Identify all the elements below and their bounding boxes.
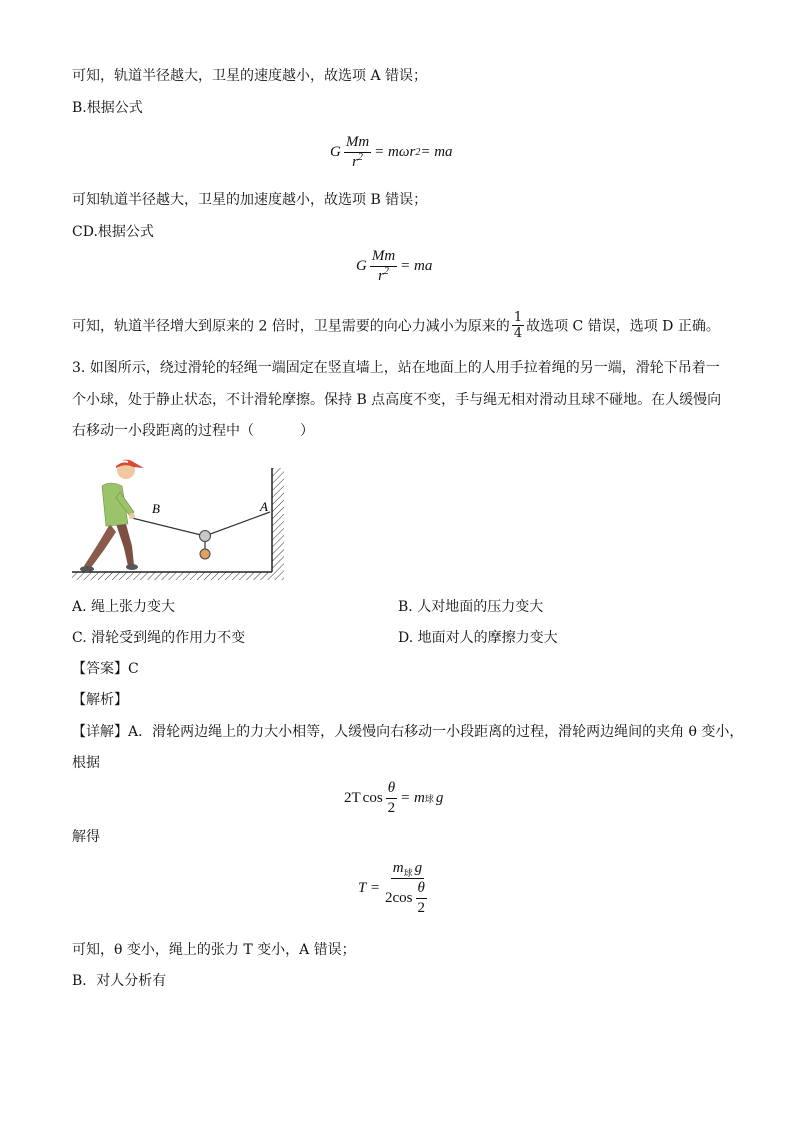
fraction-one-quarter: $\frac{1}{4}$ [513,310,523,341]
text-line: 可知，轨道半径越大，卫星的速度越小，故选项 A 错误； [72,68,428,84]
text-line: CD.根据公式 [72,224,154,240]
fraction: $\frac{\theta}{2}$ [417,880,425,916]
question-line: 个小球，处于静止状态，不计滑轮摩擦。保持 B 点高度不变，手与绳无相对滑动且球不碰地。在人缓慢向 [72,392,722,408]
text-line: 可知轨道半径越大，卫星的加速度越小，故选项 B 错误； [72,192,428,208]
analysis-heading: 【解析】 [72,692,128,708]
fraction: $\frac{Mm}{r^2}$ [371,248,396,284]
formula-gravitation-accel: G $\frac{Mm}{r^2}$ = m ω r 2 = ma [330,134,453,170]
formula-tension-balance: 2T cos $\frac{\theta}{2}$ = m 球 g [344,780,444,816]
ball [200,549,210,559]
fraction: $\frac{\theta}{2}$ [387,780,396,816]
detail-line: B．对人分析有 [72,973,167,989]
detail-line: 可知，θ 变小，绳上的张力 T 变小，A 错误； [72,942,356,958]
option-d[interactable]: D. 地面对人的摩擦力变大 [398,630,558,646]
question-line: 3. 如图所示，绕过滑轮的轻绳一端固定在竖直墙上，站在地面上的人用手拉着绳的另一端，滑轮下吊着一 [72,360,720,376]
pulley [200,531,211,542]
option-b[interactable]: B. 人对地面的压力变大 [398,599,544,615]
pulley-figure [70,452,290,584]
text-line: 可知，轨道半径增大到原来的 2 倍时，卫星需要的向心力减小为原来的 $\frac{1}{4}$ 故选项 C 错误，选项 D 正确。 [72,310,720,341]
formula-tension-solution: T = $m_球$ g 2cos $\frac{\theta}{2}$ [358,860,435,917]
detail-line: 【详解】A．滑轮两边绳上的力大小相等，人缓慢向右移动一小段距离的过程，滑轮两边绳间的夹角 θ 变小， [72,724,744,740]
label-b: B [152,501,160,516]
detail-line: 根据 [72,755,100,771]
person-icon [80,460,144,572]
option-c[interactable]: C. 滑轮受到绳的作用力不变 [72,630,246,646]
text-line: B.根据公式 [72,100,143,116]
detail-line: 解得 [72,829,100,845]
option-a[interactable]: A. 绳上张力变大 [72,599,176,615]
fraction: $\frac{Mm}{r^2}$ [345,134,370,170]
formula-gravitation-ma: G $\frac{Mm}{r^2}$ = ma [356,248,433,284]
fraction: $m_球$ g 2cos $\frac{\theta}{2}$ [384,860,425,916]
wall-hatch [272,468,284,580]
answer-line: 【答案】C [72,661,139,677]
question-line: 右移动一小段距离的过程中（ ） [72,423,314,439]
label-a: A [260,499,268,514]
ground-hatch [72,572,272,580]
